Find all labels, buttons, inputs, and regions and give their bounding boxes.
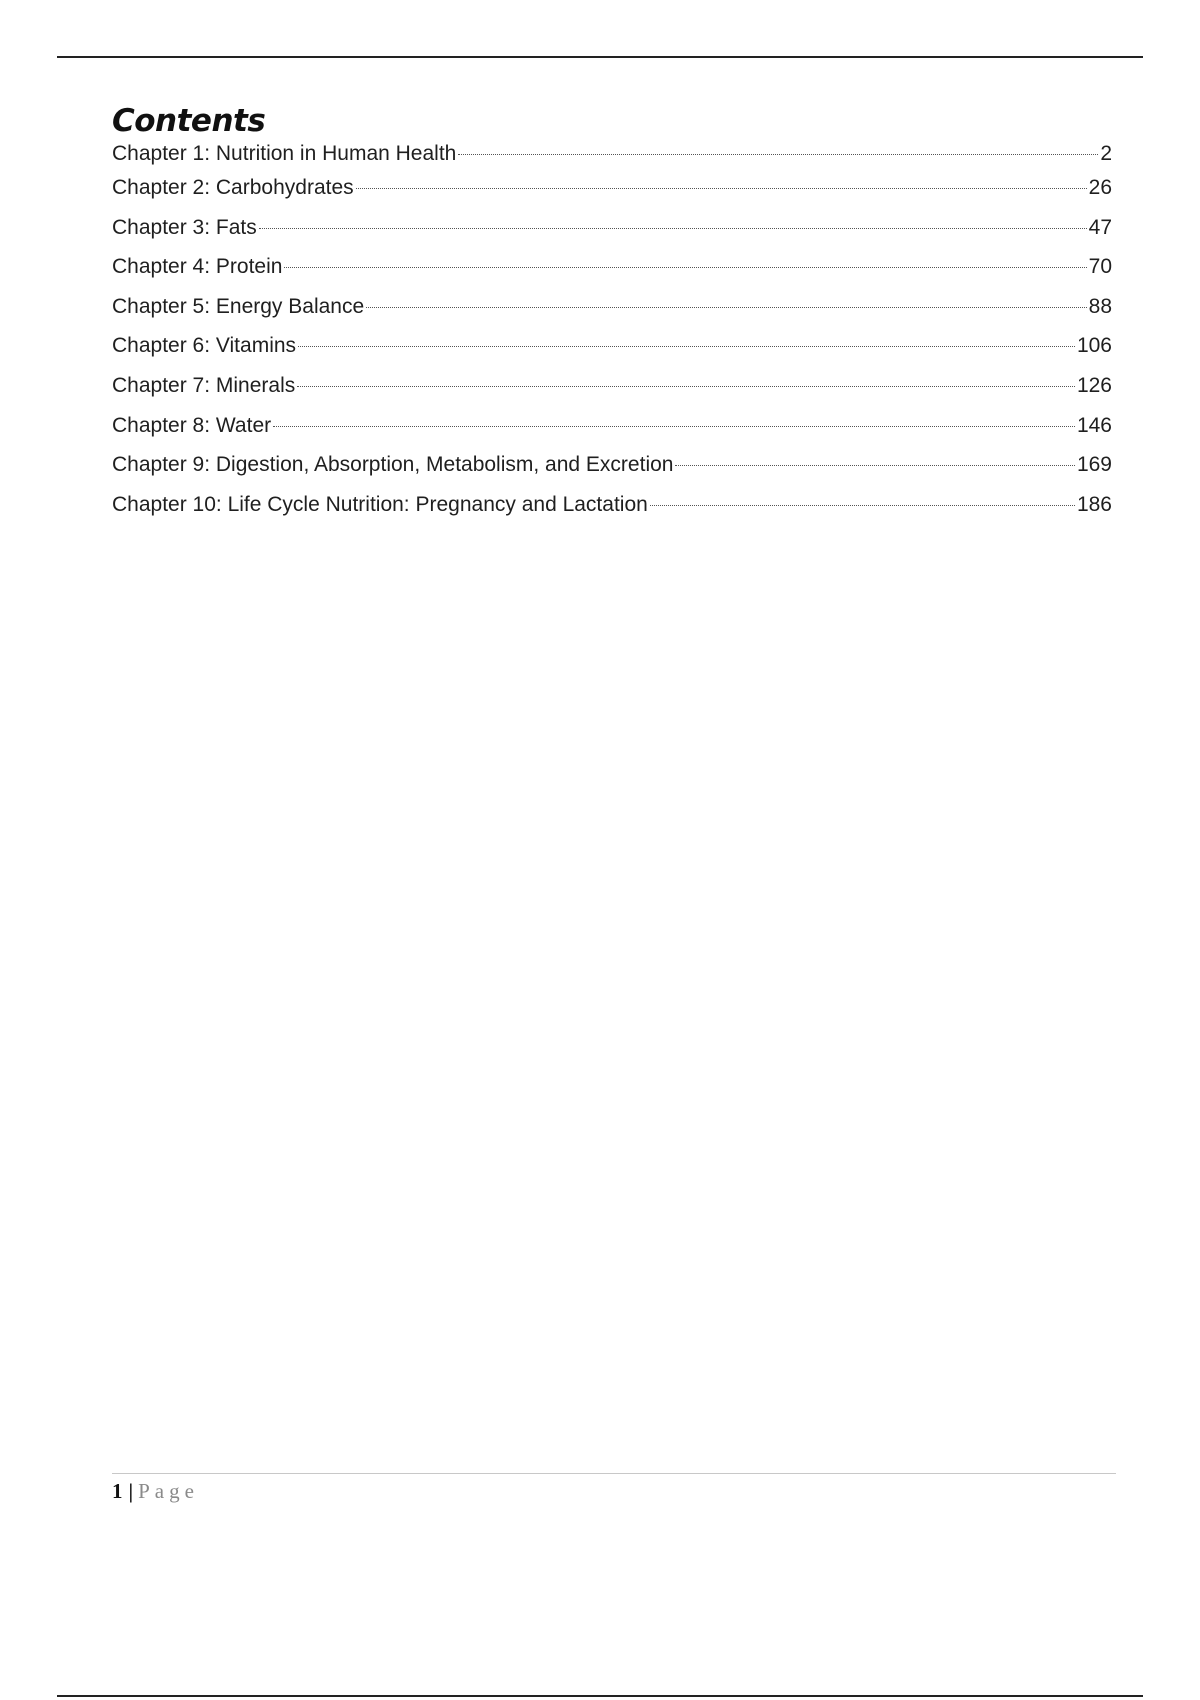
toc-entry-page: 88	[1088, 294, 1112, 318]
toc-dot-leader	[650, 505, 1075, 506]
table-of-contents	[112, 100, 1112, 532]
toc-entry[interactable]	[112, 142, 1112, 176]
toc-entry-label: Chapter 2: Carbohydrates	[112, 176, 354, 199]
toc-entry[interactable]	[112, 493, 1112, 533]
toc-dot-leader	[284, 267, 1086, 268]
toc-entry-page: 146	[1076, 413, 1112, 437]
toc-dot-leader	[259, 228, 1087, 229]
toc-entry-page: 126	[1076, 373, 1112, 397]
toc-dot-leader	[675, 465, 1074, 466]
toc-entry-page: 106	[1076, 334, 1112, 358]
toc-entry-page: 169	[1076, 453, 1112, 477]
toc-dot-leader	[273, 426, 1075, 427]
toc-dot-leader	[298, 346, 1075, 347]
toc-entry-label: Chapter 5: Energy Balance	[112, 294, 365, 318]
toc-entry[interactable]	[112, 374, 1112, 414]
page-separator: |	[128, 1479, 134, 1503]
toc-entry-page: 47	[1088, 215, 1112, 239]
toc-heading: Contents	[112, 103, 266, 139]
toc-entry-label: Chapter 3: Fats	[112, 215, 257, 239]
toc-entry[interactable]	[112, 176, 1112, 216]
toc-entry-label: Chapter 7: Minerals	[112, 373, 296, 397]
toc-entry-page: 2	[1100, 142, 1112, 165]
toc-entry[interactable]	[112, 334, 1112, 374]
toc-entry[interactable]	[112, 414, 1112, 454]
page-label: Page	[138, 1479, 199, 1503]
toc-entry-label: Chapter 6: Vitamins	[112, 334, 297, 358]
toc-dot-leader	[297, 386, 1075, 387]
toc-list	[112, 142, 1112, 532]
toc-entry[interactable]	[112, 255, 1112, 295]
toc-dot-leader	[356, 188, 1087, 189]
toc-dot-leader	[458, 154, 1098, 155]
bottom-border-line	[57, 1695, 1143, 1697]
toc-entry-page: 70	[1088, 255, 1112, 279]
toc-entry[interactable]	[112, 295, 1112, 335]
toc-entry-label: Chapter 1: Nutrition in Human Health	[112, 142, 457, 165]
toc-entry[interactable]	[112, 216, 1112, 256]
toc-dot-leader	[366, 307, 1086, 308]
toc-entry-label: Chapter 8: Water	[112, 413, 272, 437]
toc-entry-label: Chapter 4: Protein	[112, 255, 283, 279]
toc-entry-page: 26	[1088, 176, 1112, 199]
toc-entry-label: Chapter 9: Digestion, Absorption, Metabolism, and Excretion	[112, 453, 674, 477]
page-number: 1	[112, 1479, 123, 1503]
toc-entry-page: 186	[1076, 492, 1112, 516]
toc-entry-label: Chapter 10: Life Cycle Nutrition: Pregnancy and Lactation	[112, 492, 648, 516]
toc-entry[interactable]	[112, 453, 1112, 493]
top-border-line	[57, 56, 1143, 58]
page-footer	[112, 1478, 199, 1504]
footer-divider	[112, 1473, 1116, 1474]
